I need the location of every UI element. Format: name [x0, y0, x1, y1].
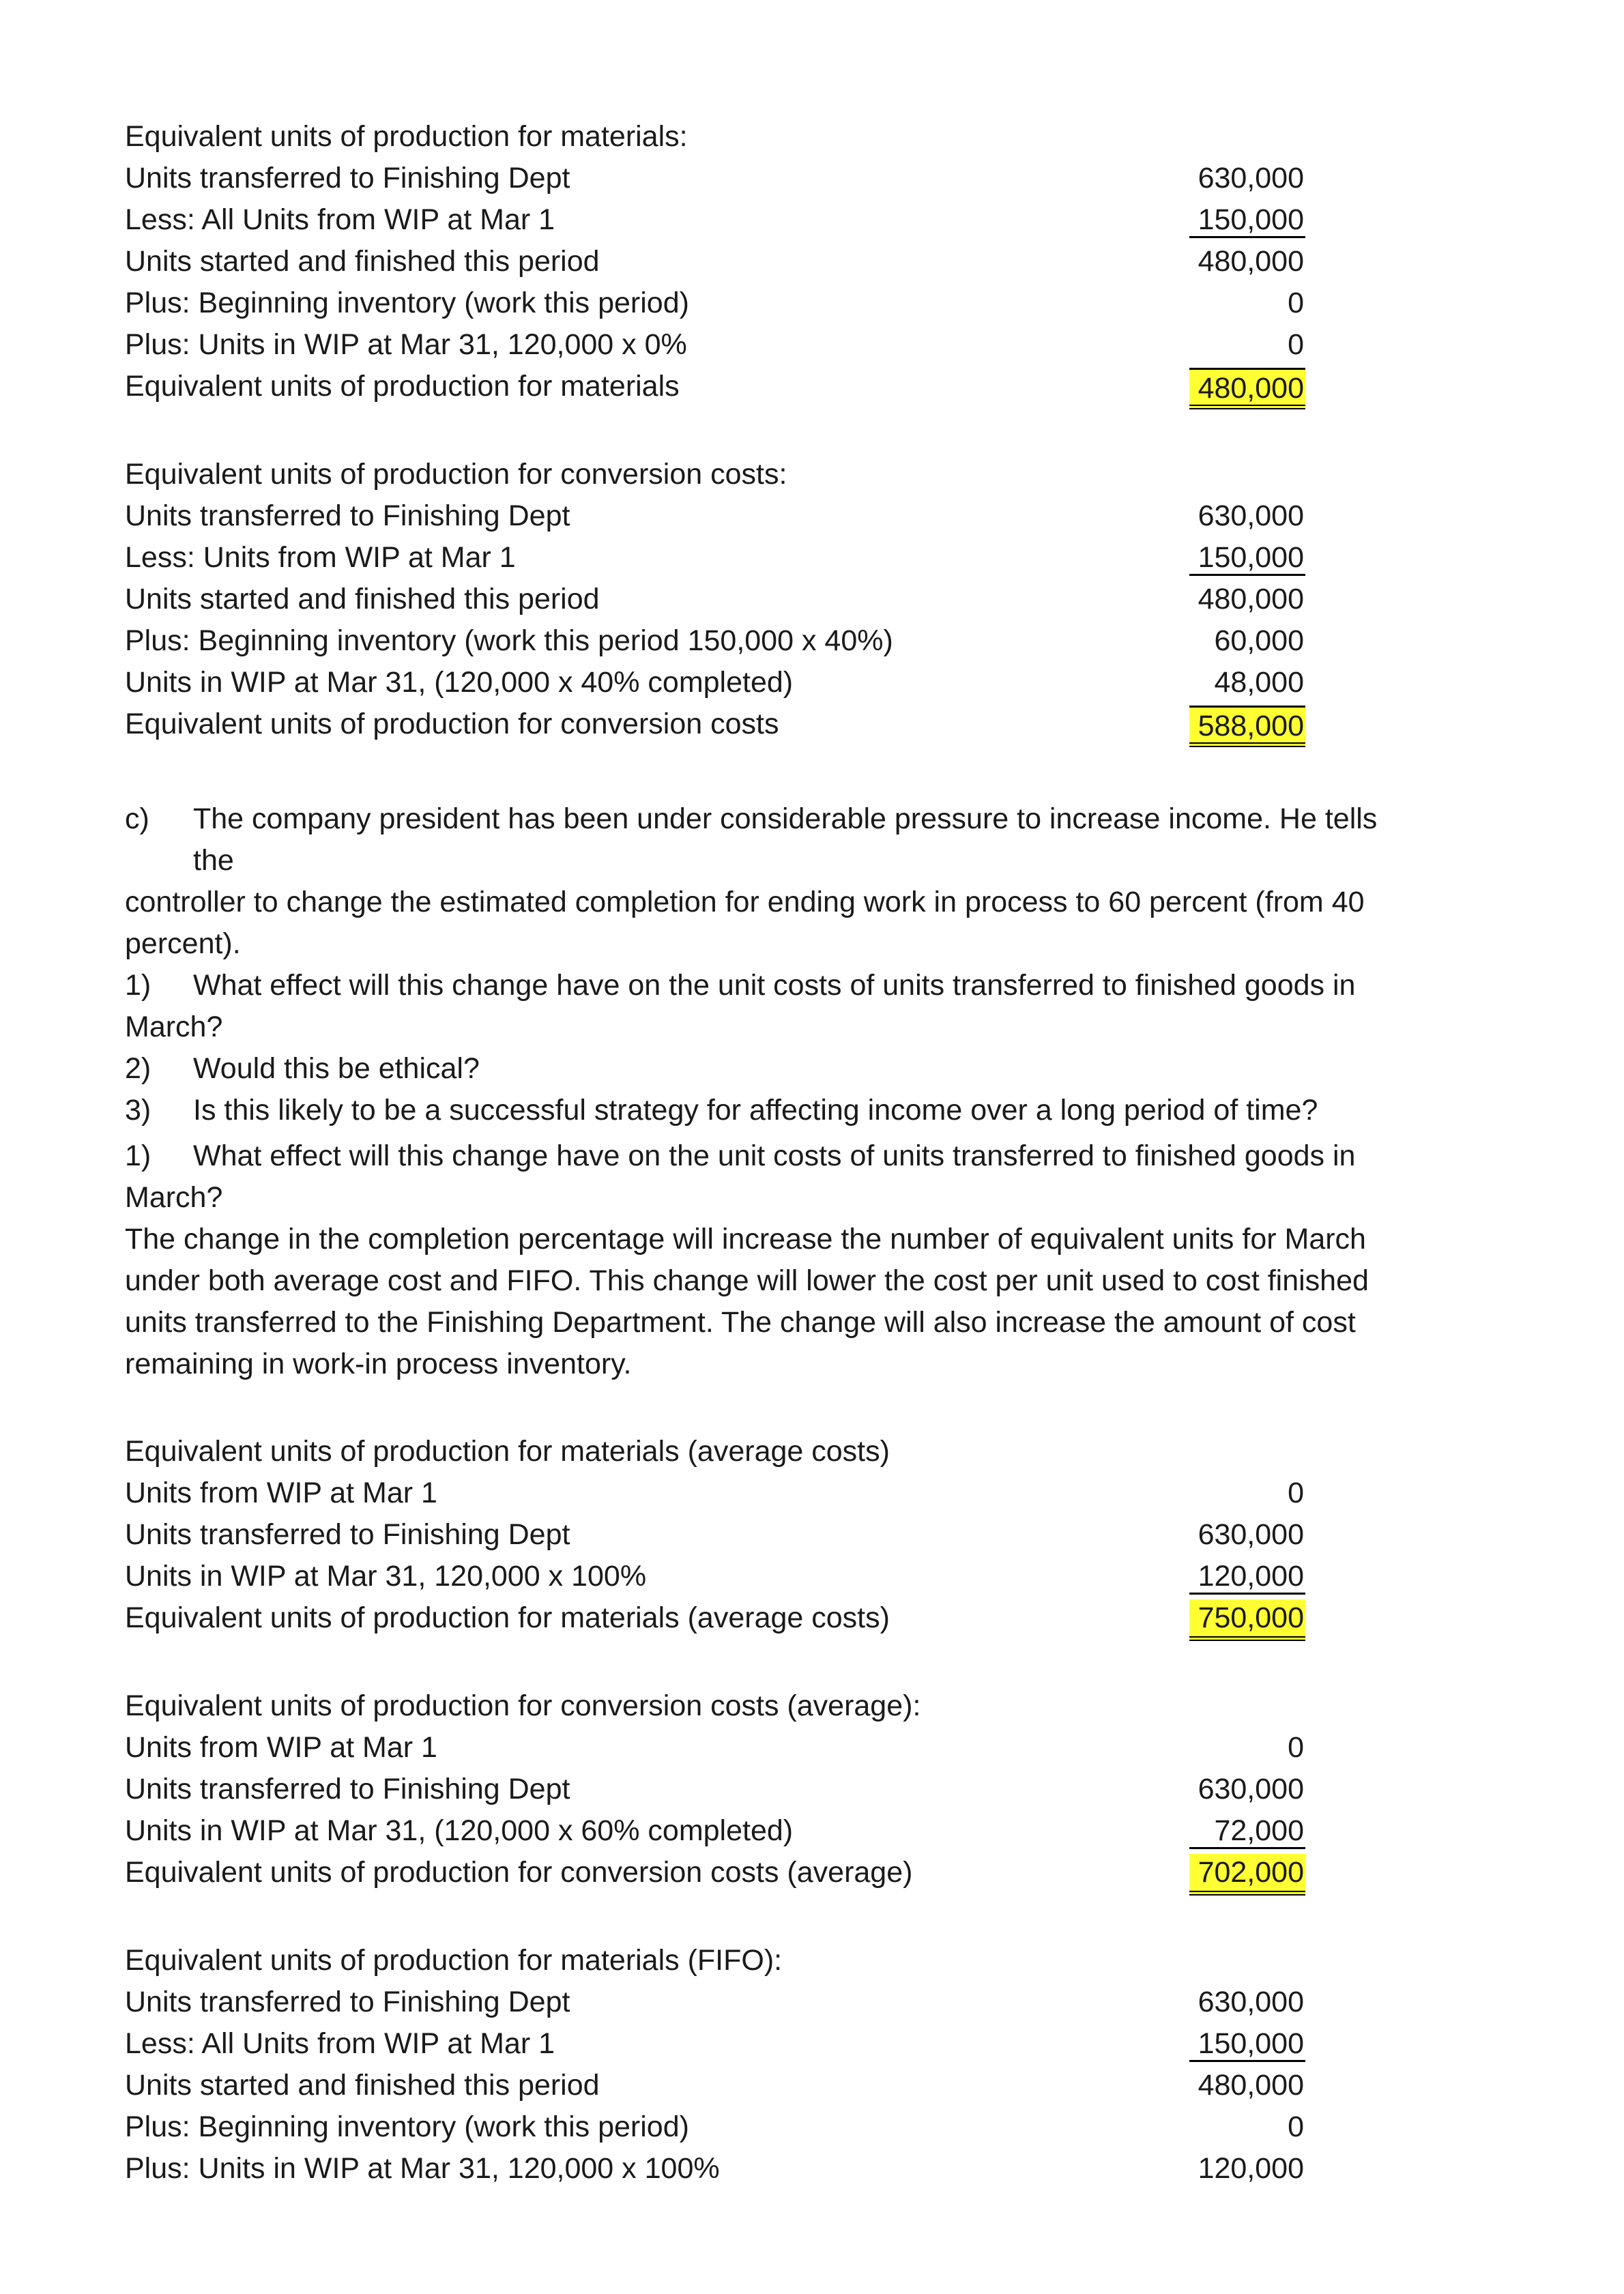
answer-line: The change in the completion percentage will increase the number of equivalent units for March [125, 1223, 1366, 1255]
value: 480,000 [1198, 2069, 1304, 2102]
total-row: Equivalent units of production for materials (average costs) 750,000 [125, 1597, 1305, 1639]
materials-eq-section [125, 116, 1305, 407]
question-text-cont: March? [125, 1011, 223, 1043]
value: 630,000 [1198, 1986, 1304, 2018]
value: 150,000 [1189, 201, 1305, 238]
question-text: Is this likely to be a successful strategy for affecting income over a long period of time? [193, 1094, 1318, 1127]
question-text: What effect will this change have on the unit costs of units transferred to finished goods in [193, 969, 1356, 1002]
total-row: Equivalent units of production for materials 480,000 [125, 366, 1305, 407]
question-text: What effect will this change have on the unit costs of units transferred to finished goods in [193, 1139, 1356, 1172]
value: 150,000 [1189, 539, 1305, 576]
table-row: Units transferred to Finishing Dept 630,000 [125, 1981, 1305, 2023]
table-row: Less: All Units from WIP at Mar 1 150,000 [125, 199, 1305, 241]
table-row: Units transferred to Finishing Dept 630,000 [125, 158, 1305, 199]
value: 60,000 [1214, 624, 1304, 657]
table-row: Units transferred to Finishing Dept 630,000 [125, 1769, 1305, 1810]
table-row: Units transferred to Finishing Dept 630,000 [125, 495, 1305, 537]
part-label: c) [125, 802, 149, 835]
value: 630,000 [1198, 1773, 1304, 1805]
question-number: 2) [125, 1052, 151, 1085]
value: 480,000 [1198, 583, 1304, 615]
value: 630,000 [1198, 1518, 1304, 1551]
total-value: 480,000 [1189, 368, 1305, 409]
section-title: Equivalent units of production for conversion costs: [125, 458, 787, 491]
value: 0 [1288, 1731, 1304, 1764]
table-row: Units transferred to Finishing Dept 630,000 [125, 1514, 1305, 1556]
value: 0 [1288, 328, 1304, 361]
question-number: 3) [125, 1094, 151, 1127]
value: 0 [1288, 1477, 1304, 1509]
section-title: Equivalent units of production for materials (average costs) [125, 1435, 890, 1468]
value: 0 [1288, 287, 1304, 319]
answer-line: units transferred to the Finishing Department. The change will also increase the amount of cost [125, 1306, 1356, 1339]
part-c-section [125, 798, 1421, 1131]
total-value: 588,000 [1189, 706, 1305, 747]
value: 630,000 [1198, 499, 1304, 532]
section-title: Equivalent units of production for materials (FIFO): [125, 1944, 783, 1977]
table-row: Plus: Beginning inventory (work this period 150,000 x 40%) 60,000 [125, 620, 1305, 662]
answer-1-section [125, 1135, 1421, 1385]
table-row: Plus: Units in WIP at Mar 31, 120,000 x 100% 120,000 [125, 2148, 1305, 2190]
value: 120,000 [1198, 2152, 1304, 2185]
value: 120,000 [1189, 1558, 1305, 1595]
table-row: Units from WIP at Mar 1 0 [125, 1472, 1305, 1514]
table-row: Units started and finished this period 480,000 [125, 241, 1305, 282]
conversion-avg-section [125, 1685, 1305, 1893]
value: 72,000 [1189, 1812, 1305, 1849]
section-title: Equivalent units of production for materials: [125, 120, 688, 153]
table-row: Plus: Beginning inventory (work this period) 0 [125, 282, 1305, 324]
table-row: Units in WIP at Mar 31, 120,000 x 100% 120,000 [125, 1556, 1305, 1597]
materials-fifo-section [125, 1940, 1305, 2190]
question-text: Would this be ethical? [193, 1052, 480, 1085]
total-row: Equivalent units of production for conversion costs 588,000 [125, 703, 1305, 745]
conversion-eq-section [125, 454, 1305, 745]
table-row: Plus: Beginning inventory (work this period) 0 [125, 2106, 1305, 2148]
table-row: Units started and finished this period 480,000 [125, 2065, 1305, 2106]
table-row: Plus: Units in WIP at Mar 31, 120,000 x 0% 0 [125, 324, 1305, 366]
table-row: Units in WIP at Mar 31, (120,000 x 40% completed) 48,000 [125, 662, 1305, 703]
part-c-intro-3: percent). [125, 927, 241, 960]
total-row: Equivalent units of production for conversion costs (average) 702,000 [125, 1852, 1305, 1893]
table-row: Less: All Units from WIP at Mar 1 150,000 [125, 2023, 1305, 2065]
total-value: 750,000 [1189, 1599, 1305, 1641]
question-text-cont: March? [125, 1181, 223, 1214]
value: 48,000 [1214, 666, 1304, 699]
table-row: Units in WIP at Mar 31, (120,000 x 60% completed) 72,000 [125, 1810, 1305, 1852]
table-row: Less: Units from WIP at Mar 1 150,000 [125, 537, 1305, 579]
value: 0 [1288, 2110, 1304, 2143]
part-c-intro-1: The company president has been under considerable pressure to increase income. He tells the [193, 802, 1378, 877]
part-c-intro-2: controller to change the estimated completion for ending work in process to 60 percent (from 40 [125, 886, 1365, 918]
materials-avg-section [125, 1431, 1305, 1639]
question-number: 1) [125, 969, 151, 1002]
value: 630,000 [1198, 162, 1304, 194]
value: 480,000 [1198, 245, 1304, 278]
answer-line: under both average cost and FIFO. This change will lower the cost per unit used to cost finished [125, 1264, 1369, 1297]
section-title: Equivalent units of production for conversion costs (average): [125, 1689, 921, 1722]
table-row: Units started and finished this period 480,000 [125, 579, 1305, 620]
total-value: 702,000 [1189, 1854, 1305, 1896]
question-number: 1) [125, 1139, 151, 1172]
value: 150,000 [1189, 2025, 1305, 2062]
answer-line: remaining in work-in process inventory. [125, 1348, 632, 1380]
table-row: Units from WIP at Mar 1 0 [125, 1727, 1305, 1769]
